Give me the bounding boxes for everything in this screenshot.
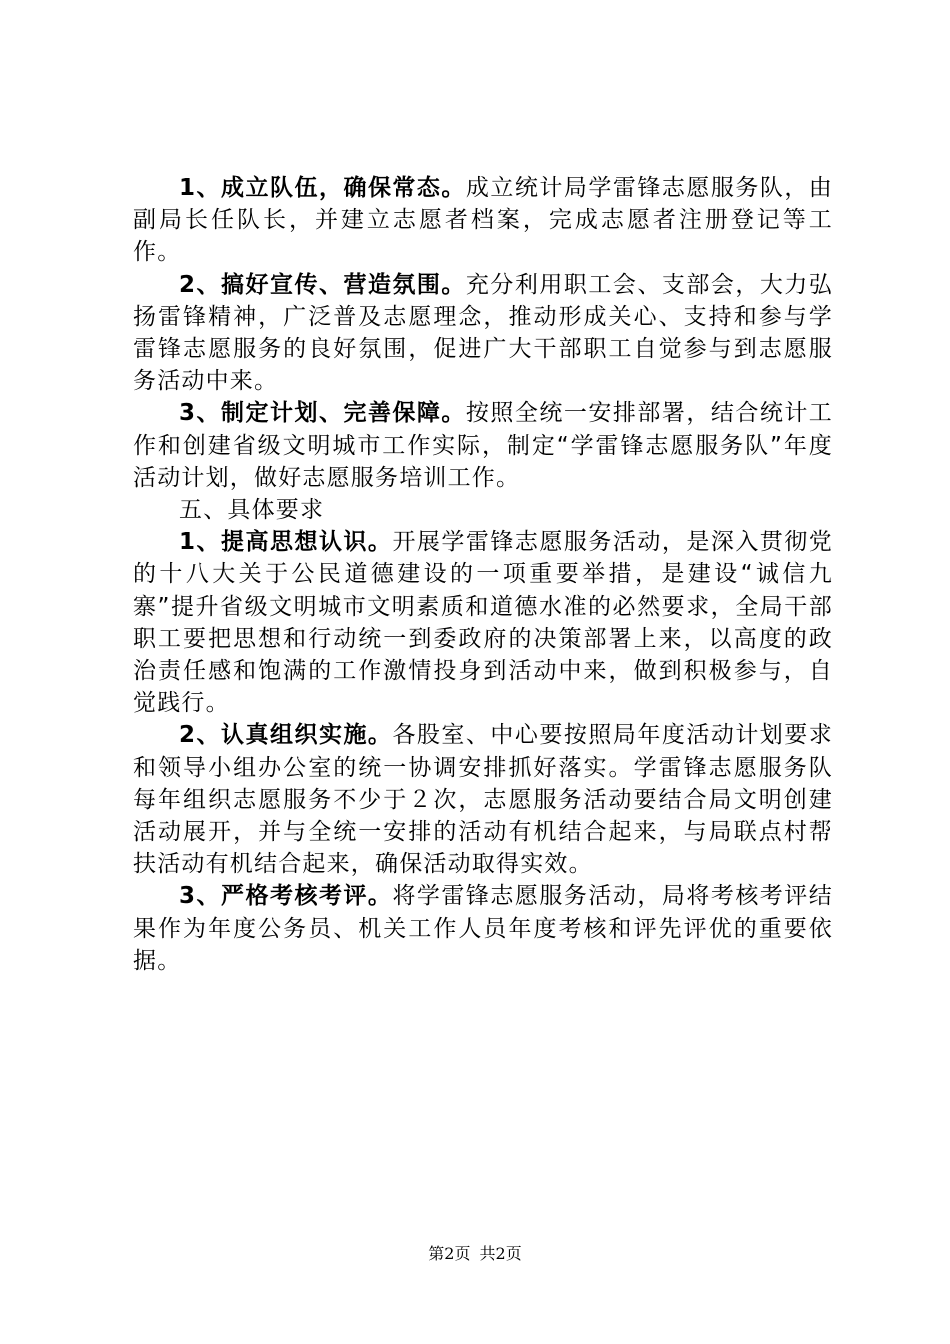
paragraph-text: 成立统计局学雷锋志愿服务队，由副局长任队长，并建立志愿者档案，完成志愿者注册登记等工作。 [133,175,834,266]
paragraph-team-setup [133,172,833,269]
paragraph-lead: 2、搞好宣传、营造氛围。 [179,271,466,298]
page-footer [0,1244,950,1264]
paragraph-text: 将学雷锋志愿服务活动，局将考核考评结果作为年度公务员、机关工作人员年度考核和评先评优的重要依据。 [133,883,833,974]
document-body [133,172,833,977]
paragraph-publicity [133,269,833,398]
paragraph-text: 按照全统一安排部署，结合统计工作和创建省级文明城市工作实际，制定“学雷锋志愿服务队”年度活动计划，做好志愿服务培训工作。 [133,400,834,491]
paragraph-text: 各股室、中心要按照局年度活动计划要求和领导小组办公室的统一协调安排抓好落实。学雷锋志愿服务队每年组织志愿服务不少于２次，志愿服务活动要结合局文明创建活动展开，并与全统一安排的活动有机结合起来，与局联点村帮扶活动有机结合起来，确保活动取得实效。 [133,722,833,878]
page-number: 第2页 [428,1244,471,1263]
paragraph-text: 充分利用职工会、支部会，大力弘扬雷锋精神，广泛普及志愿理念，推动形成关心、支持和参与学雷锋志愿服务的良好氛围，促进广大干部职工自觉参与到志愿服务活动中来。 [133,271,834,395]
paragraph-implementation [133,719,833,880]
paragraph-lead: 2、认真组织实施。 [179,722,393,749]
paragraph-assessment [133,880,833,977]
paragraph-lead: 3、严格考核考评。 [179,883,393,910]
paragraph-lead: 3、制定计划、完善保障。 [179,400,466,427]
paragraph-text: 开展学雷锋志愿服务活动，是深入贯彻党的十八大关于公民道德建设的一项重要举措，是建设“诚信九寨”提升省级文明城市文明素质和道德水准的必然要求，全局干部职工要把思想和行动统一到委政府的决策部署上来，以高度的政治责任感和饱满的工作激情投身到活动中来，做到积极参与，自觉践行。 [133,529,833,717]
section-heading-requirements: 五、具体要求 [179,497,325,524]
page-total: 共2页 [479,1244,522,1263]
paragraph-planning [133,397,833,494]
paragraph-lead: 1、成立队伍，确保常态。 [179,175,466,201]
paragraph-awareness [133,526,833,719]
paragraph-lead: 1、提高思想认识。 [179,529,393,556]
